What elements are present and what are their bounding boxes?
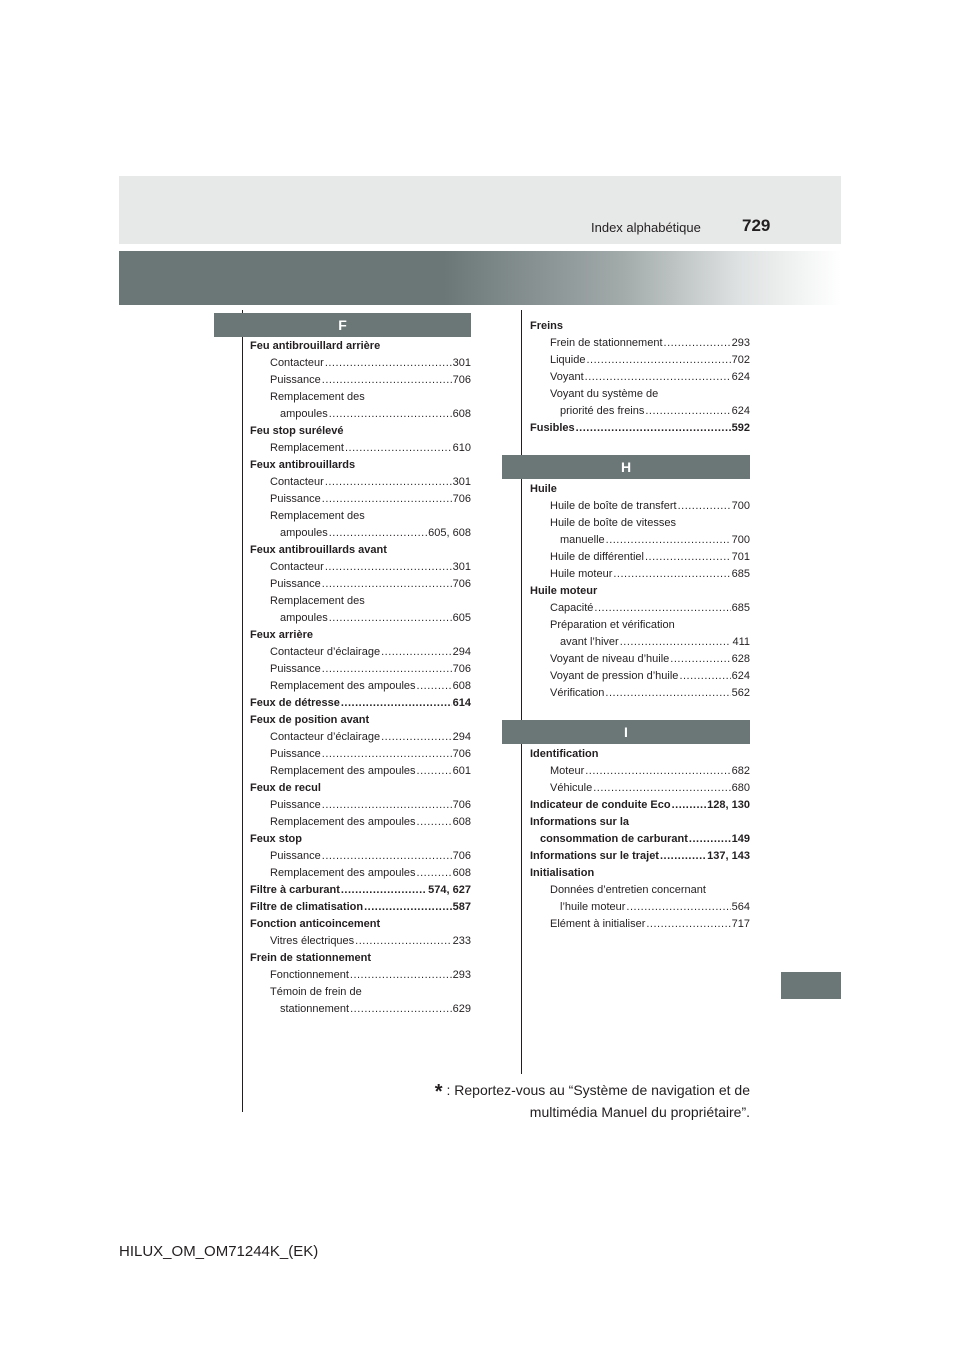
index-entry (530, 566, 750, 583)
index-entry (250, 729, 471, 746)
index-entry (530, 831, 750, 848)
index-term: l’huile moteur (560, 901, 626, 913)
index-term: Feux de recul (250, 782, 321, 794)
index-term: Indicateur de conduite Eco (530, 799, 671, 811)
index-term: Puissance (270, 493, 321, 505)
index-entry (250, 797, 471, 814)
page-reference: 608 (452, 867, 471, 879)
index-entry (530, 515, 750, 532)
index-entry (530, 916, 750, 933)
index-term: Voyant (550, 371, 584, 383)
running-title: Index alphabétique (591, 220, 701, 235)
index-entry (250, 882, 471, 899)
index-term: Moteur (550, 765, 585, 777)
index-term: Feux de position avant (250, 714, 370, 726)
dot-leader (576, 420, 731, 437)
index-column-left (250, 338, 471, 1018)
index-entry (250, 627, 471, 644)
index-entry (530, 549, 750, 566)
page-reference: 706 (452, 799, 471, 811)
index-term: consommation de carburant (540, 833, 688, 845)
index-entry (250, 559, 471, 576)
index-term: Puissance (270, 850, 321, 862)
page-reference: 293 (452, 969, 471, 981)
index-term: Identification (530, 748, 599, 760)
dot-leader (626, 899, 730, 916)
index-term: Remplacement des (270, 595, 365, 607)
section-header-f: F (214, 313, 471, 337)
dot-leader (605, 685, 730, 702)
index-entry (250, 355, 471, 372)
index-entry (530, 532, 750, 549)
page-reference: 294 (452, 646, 471, 658)
index-term: priorité des freins (560, 405, 645, 417)
page-reference: 624 (731, 405, 750, 417)
dot-leader (606, 532, 731, 549)
index-term: Filtre de climatisation (250, 901, 364, 913)
index-entry (250, 372, 471, 389)
index-entry (250, 763, 471, 780)
page-reference: 706 (452, 748, 471, 760)
index-entry (250, 695, 471, 712)
page-reference: 233 (452, 935, 471, 947)
index-term: Fonctionnement (270, 969, 349, 981)
index-term: Remplacement des (270, 510, 365, 522)
page-reference: 706 (452, 850, 471, 862)
page-reference: 293 (731, 337, 750, 349)
dot-leader (350, 1001, 452, 1018)
index-entry (530, 318, 750, 335)
page-reference: 587 (452, 901, 471, 913)
index-term: Vitres électriques (270, 935, 355, 947)
page-reference: 706 (452, 374, 471, 386)
index-term: Contacteur (270, 357, 324, 369)
index-entry (250, 712, 471, 729)
dot-leader (585, 369, 731, 386)
index-term: Informations sur la (530, 816, 630, 828)
index-entry (530, 763, 750, 780)
index-term: Frein de stationnement (550, 337, 663, 349)
index-term: Feux arrière (250, 629, 313, 641)
page-reference: 685 (731, 568, 750, 580)
index-entry (250, 338, 471, 355)
page-reference: 610 (452, 442, 471, 454)
index-term: Puissance (270, 663, 321, 675)
index-term: Puissance (270, 799, 321, 811)
page-reference: 411 (732, 636, 750, 648)
index-entry (530, 386, 750, 403)
index-term: Puissance (270, 578, 321, 590)
column-divider-right (521, 310, 522, 1074)
index-entry (250, 746, 471, 763)
index-term: Voyant de pression d’huile (550, 670, 679, 682)
index-entry (250, 525, 471, 542)
page-reference: 629 (452, 1003, 471, 1015)
dot-leader (322, 797, 452, 814)
dot-leader (613, 566, 730, 583)
index-term: Feu stop surélevé (250, 425, 344, 437)
index-entry (250, 967, 471, 984)
index-entry (250, 661, 471, 678)
page-reference: 592 (731, 422, 750, 434)
footnote (420, 1080, 750, 1122)
page-reference: 564 (731, 901, 750, 913)
index-term: Initialisation (530, 867, 595, 879)
dot-leader (322, 576, 452, 593)
dot-leader (672, 797, 707, 814)
index-entry (530, 600, 750, 617)
index-term: Contacteur (270, 476, 324, 488)
index-entry (250, 678, 471, 695)
dot-leader (350, 967, 452, 984)
index-term: Remplacement (270, 442, 344, 454)
page-reference: 137, 143 (707, 850, 750, 862)
index-term: Feux antibrouillards avant (250, 544, 387, 556)
index-entry (250, 848, 471, 865)
index-term: ampoules (280, 408, 328, 420)
index-term: Huile de différentiel (550, 551, 644, 563)
dot-leader (670, 651, 730, 668)
index-term: avant l’hiver (560, 636, 619, 648)
page-reference: 294 (452, 731, 471, 743)
footnote-line1: : Reportez-vous au “Système de navigation et de (446, 1082, 750, 1098)
page-reference: 608 (452, 816, 471, 828)
dot-leader (679, 668, 730, 685)
index-column-right-f (530, 318, 750, 437)
dot-leader (325, 559, 452, 576)
index-entry (250, 542, 471, 559)
index-entry (530, 583, 750, 600)
page-reference: 706 (452, 663, 471, 675)
index-entry (250, 457, 471, 474)
page-reference: 614 (452, 697, 471, 709)
index-entry (530, 481, 750, 498)
index-term: stationnement (280, 1003, 350, 1015)
page-reference: 628 (731, 653, 750, 665)
chapter-side-tab (781, 972, 841, 999)
index-term: Remplacement des ampoules (270, 765, 416, 777)
section-gradient-band (119, 251, 841, 305)
index-entry (530, 335, 750, 352)
section-header-i: I (502, 720, 750, 744)
index-entry (250, 406, 471, 423)
index-term: Huile moteur (550, 568, 613, 580)
page-reference: 680 (731, 782, 750, 794)
index-entry (250, 1001, 471, 1018)
page-reference: 717 (731, 918, 750, 930)
page-reference: 685 (731, 602, 750, 614)
column-divider-left (242, 310, 243, 1112)
dot-leader (341, 882, 427, 899)
index-entry (250, 899, 471, 916)
index-term: Remplacement des ampoules (270, 867, 416, 879)
index-entry (250, 644, 471, 661)
index-entry (250, 389, 471, 406)
index-term: Voyant du système de (550, 388, 659, 400)
index-column-right-h (530, 481, 750, 702)
dot-leader (664, 335, 731, 352)
index-entry (250, 491, 471, 508)
index-term: Feux antibrouillards (250, 459, 356, 471)
index-term: Fusibles (530, 422, 575, 434)
page-reference: 706 (452, 493, 471, 505)
index-term: Feux de détresse (250, 697, 340, 709)
dot-leader (594, 600, 730, 617)
dot-leader (341, 695, 452, 712)
index-term: Témoin de frein de (270, 986, 362, 998)
page-reference: 624 (731, 670, 750, 682)
dot-leader (381, 644, 452, 661)
index-term: Huile de boîte de transfert (550, 500, 677, 512)
index-term: Puissance (270, 748, 321, 760)
page-reference: 301 (452, 476, 471, 488)
index-entry (530, 403, 750, 420)
index-entry (250, 814, 471, 831)
index-entry (530, 899, 750, 916)
index-entry (530, 498, 750, 515)
index-entry (250, 916, 471, 933)
page-reference: 601 (452, 765, 471, 777)
index-term: Remplacement des (270, 391, 365, 403)
index-entry (250, 984, 471, 1001)
footnote-asterisk: * (434, 1081, 443, 1103)
index-entry (250, 950, 471, 967)
page-reference: 301 (452, 357, 471, 369)
index-term: Capacité (550, 602, 594, 614)
index-entry (530, 848, 750, 865)
index-term: Elément à initialiser (550, 918, 646, 930)
dot-leader (585, 763, 730, 780)
index-term: Véhicule (550, 782, 593, 794)
page-reference: 605 (452, 612, 471, 624)
dot-leader (586, 352, 730, 369)
dot-leader (678, 498, 731, 515)
page-reference: 706 (452, 578, 471, 590)
page-reference: 562 (731, 687, 750, 699)
dot-leader (329, 406, 452, 423)
index-entry (250, 831, 471, 848)
dot-leader (322, 661, 452, 678)
index-entry (250, 780, 471, 797)
dot-leader (329, 525, 427, 542)
index-term: ampoules (280, 527, 328, 539)
index-entry (250, 865, 471, 882)
dot-leader (345, 440, 452, 457)
dot-leader (322, 372, 452, 389)
index-term: Vérification (550, 687, 605, 699)
dot-leader (322, 746, 452, 763)
page-reference: 682 (731, 765, 750, 777)
index-entry (250, 576, 471, 593)
index-entry (530, 685, 750, 702)
dot-leader (646, 916, 730, 933)
index-term: Contacteur (270, 561, 324, 573)
index-term: Freins (530, 320, 564, 332)
index-entry (250, 933, 471, 950)
index-entry (250, 593, 471, 610)
index-term: Fonction anticoincement (250, 918, 381, 930)
page-reference: 624 (731, 371, 750, 383)
index-entry (530, 369, 750, 386)
index-entry (530, 634, 750, 651)
page-reference: 605, 608 (428, 527, 471, 539)
dot-leader (660, 848, 706, 865)
index-entry (250, 474, 471, 491)
index-entry (530, 651, 750, 668)
index-term: Frein de stationnement (250, 952, 372, 964)
dot-leader (325, 474, 452, 491)
index-term: Feux stop (250, 833, 302, 845)
index-term: Remplacement des ampoules (270, 816, 416, 828)
index-entry (250, 440, 471, 457)
dot-leader (689, 831, 731, 848)
index-entry (530, 797, 750, 814)
page-reference: 701 (731, 551, 750, 563)
footnote-line2: multimédia Manuel du propriétaire”. (529, 1104, 750, 1120)
dot-leader (417, 763, 452, 780)
page-reference: 700 (731, 534, 750, 546)
dot-leader (381, 729, 452, 746)
page-reference: 128, 130 (707, 799, 750, 811)
page-reference: 301 (452, 561, 471, 573)
index-entry (530, 746, 750, 763)
index-entry (530, 814, 750, 831)
dot-leader (355, 933, 451, 950)
page-reference: 149 (731, 833, 750, 845)
dot-leader (417, 865, 452, 882)
index-term: Filtre à carburant (250, 884, 340, 896)
page-reference: 702 (731, 354, 750, 366)
index-column-right-i (530, 746, 750, 933)
dot-leader (325, 355, 452, 372)
document-code: HILUX_OM_OM71244K_(EK) (119, 1243, 319, 1260)
dot-leader (417, 678, 452, 695)
index-entry (530, 668, 750, 685)
index-term: manuelle (560, 534, 605, 546)
index-entry (250, 423, 471, 440)
dot-leader (329, 610, 452, 627)
index-entry (530, 865, 750, 882)
index-term: Puissance (270, 374, 321, 386)
header-band (119, 176, 841, 244)
page-reference: 608 (452, 408, 471, 420)
index-term: Remplacement des ampoules (270, 680, 416, 692)
dot-leader (364, 899, 452, 916)
section-header-h: H (502, 455, 750, 479)
index-entry (250, 610, 471, 627)
dot-leader (645, 403, 730, 420)
index-entry (530, 780, 750, 797)
index-term: Voyant de niveau d’huile (550, 653, 670, 665)
index-term: Informations sur le trajet (530, 850, 659, 862)
dot-leader (593, 780, 730, 797)
index-entry (530, 352, 750, 369)
page-reference: 574, 627 (428, 884, 471, 896)
dot-leader (620, 634, 732, 651)
index-entry (530, 882, 750, 899)
index-term: Huile de boîte de vitesses (550, 517, 676, 529)
index-term: Préparation et vérification (550, 619, 675, 631)
dot-leader (322, 848, 452, 865)
page-number: 729 (742, 216, 771, 235)
index-entry (250, 508, 471, 525)
page-reference: 700 (731, 500, 750, 512)
index-term: Feu antibrouillard arrière (250, 340, 381, 352)
dot-leader (645, 549, 731, 566)
index-term: Contacteur d’éclairage (270, 646, 381, 658)
index-term: Huile (530, 483, 557, 495)
index-entry (530, 617, 750, 634)
index-entry (530, 420, 750, 437)
dot-leader (417, 814, 452, 831)
index-term: Huile moteur (530, 585, 598, 597)
page-reference: 608 (452, 680, 471, 692)
index-term: Contacteur d’éclairage (270, 731, 381, 743)
dot-leader (322, 491, 452, 508)
index-term: ampoules (280, 612, 328, 624)
index-term: Données d’entretien concernant (550, 884, 706, 896)
index-term: Liquide (550, 354, 586, 366)
